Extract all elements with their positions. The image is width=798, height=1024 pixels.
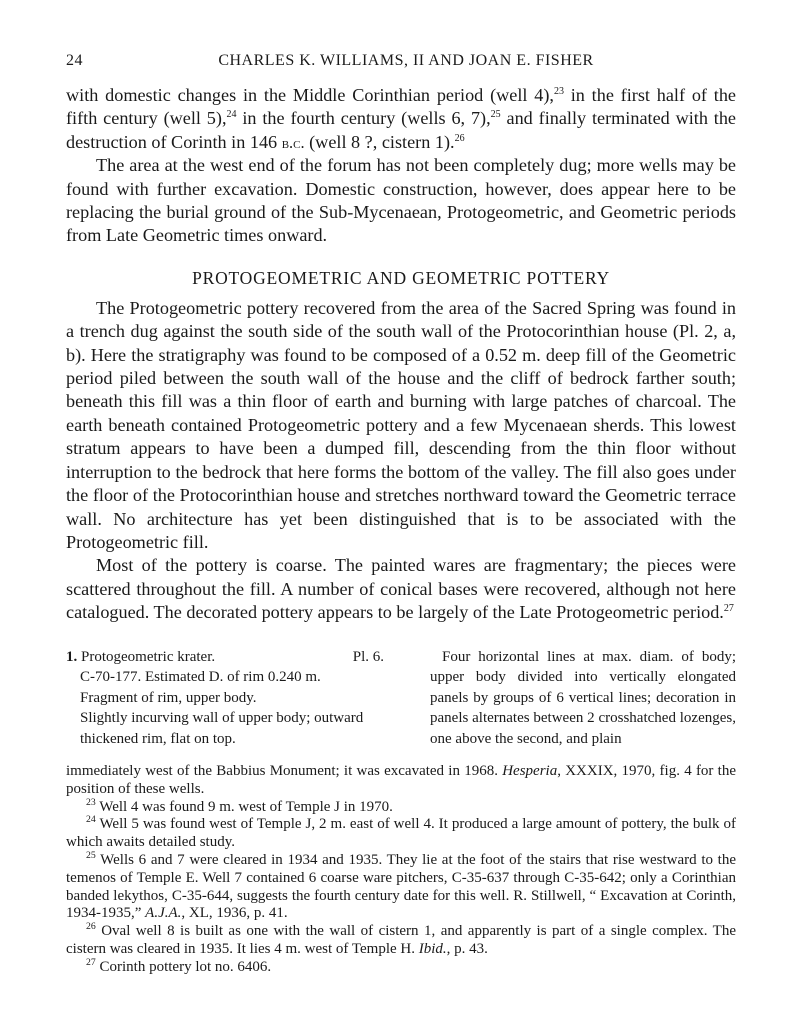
catalogue-description: Four horizontal lines at max. diam. of body; upper body divided into vertically elongated panels by groups of 6 vertical lines; decoration in panels alternates between 2 crosshatched lozenges, one above the second, and plain bbox=[430, 648, 736, 747]
catalogue-right-column bbox=[430, 647, 736, 750]
footnote-ref-27[interactable]: 27 bbox=[723, 603, 734, 615]
section-heading: PROTOGEOMETRIC AND GEOMETRIC POTTERY bbox=[192, 267, 610, 288]
intro-paragraph-continuation: with domestic changes in the Middle Corinthian period (well 4),$^{23}$ in the first half of the fifth century (well 5),$^{24}$ in the fourth century (wells 6, 7),$^{25}$ and finally terminated with the destruction of Corinth in 146 b.c. (well 8 ?, cistern 1).$^{26}$ bbox=[66, 85, 737, 152]
running-title: CHARLES K. WILLIAMS, II AND JOAN E. FISHER bbox=[218, 52, 594, 69]
catalogue-number: 1. bbox=[66, 648, 78, 665]
page-number: 24 bbox=[66, 52, 83, 69]
footnote-24: $^{24}$ Well 5 was found west of Temple J, 2 m. east of well 4. It produced a large amount of pottery, the bulk of which awaits detailed study. bbox=[66, 814, 736, 851]
footnote-23: $^{23}$ Well 4 was found 9 m. west of Temple J in 1970. bbox=[86, 796, 393, 815]
footnote-ref-24[interactable]: 24 bbox=[226, 109, 237, 121]
footnote-27: $^{27}$ Corinth pottery lot no. 6406. bbox=[86, 956, 272, 975]
footnote-ref-26[interactable]: 26 bbox=[454, 132, 465, 144]
footnote-continuation: immediately west of the Babbius Monument; it was excavated in 1968. Hesperia, XXXIX, 1970, fig. 4 for the position of these wells. bbox=[66, 763, 736, 797]
catalogue-shape: Slightly incurving wall of upper body; outward thickened rim, flat on top. bbox=[80, 710, 364, 747]
intro-paragraph-2: The area at the west end of the forum has not been completely dug; more wells may be found with further excavation. Domestic construction, however, does appear here to be replacing the burial ground of the Sub-Mycenaean, Protogeometric, and Geometric periods from Late Geometric times onward. bbox=[66, 155, 736, 246]
footnote-ref-25[interactable]: 25 bbox=[490, 109, 501, 121]
section-paragraph-2: Most of the pottery is coarse. The painted wares are fragmentary; the pieces were scattered throughout the fill. A number of conical bases were recovered, although not here catalogued. The decorated pottery appears to be largely of the Late Protogeometric period.$^{27}$ bbox=[66, 555, 736, 623]
catalogue-inventory: C-70-177. Estimated D. of rim 0.240 m. bbox=[80, 669, 321, 686]
footnotes bbox=[66, 763, 736, 977]
body-text bbox=[66, 84, 736, 625]
catalogue-plate: Pl. 6. bbox=[352, 648, 384, 665]
section-paragraph-1: The Protogeometric pottery recovered from the area of the Sacred Spring was found in a trench dug against the south side of the south wall of the Protocorinthian house (Pl. 2, a, b). Here the stratigraphy was found to be composed of a 0.52 m. deep fill of the Geometric period piled between the south wall of the house and the cliff of bedrock farther south; beneath this fill was a thin floor of earth and burning with large patches of charcoal. The earth beneath contained Protogeometric pottery and a few Mycenaean sherds. This lowest stratum appears to have been a dumped fill, descending from the thin floor without interruption to the bedrock that here forms the bottom of the valley. The fill also goes under the floor of the Protocorinthian house and stretches northward toward the Geometric terrace wall. No architecture has yet been distinguished that is to be associated with the Protogeometric fill. bbox=[66, 297, 736, 552]
catalogue-entry bbox=[66, 647, 736, 750]
catalogue-heading bbox=[66, 647, 384, 668]
catalogue-fragment: Fragment of rim, upper body. bbox=[80, 689, 257, 706]
footnote-25: $^{25}$ Wells 6 and 7 were cleared in 1934 and 1935. They lie at the foot of the stairs that rise westward to the temenos of Temple E. Well 7 contained 6 coarse ware pitchers, C-35-637 through C-35-642; only a Corinthian banded lekythos, C-35-644, suggests the fourth century date for this well. R. Stillwell, “ Excavation at Corinth, 1934-1935,” A.J.A., XL, 1936, p. 41. bbox=[66, 850, 737, 922]
footnote-26: $^{26}$ Oval well 8 is built as one with the wall of cistern 1, and apparently is part of a single complex. The cistern was cleared in 1935. It lies 4 m. west of Temple H. Ibid., p. 43. bbox=[66, 921, 736, 957]
page bbox=[66, 52, 736, 977]
catalogue-name: Protogeometric krater. bbox=[81, 648, 216, 665]
running-header bbox=[66, 52, 736, 70]
footnote-ref-23[interactable]: 23 bbox=[553, 85, 564, 97]
catalogue-left-column bbox=[66, 647, 384, 750]
